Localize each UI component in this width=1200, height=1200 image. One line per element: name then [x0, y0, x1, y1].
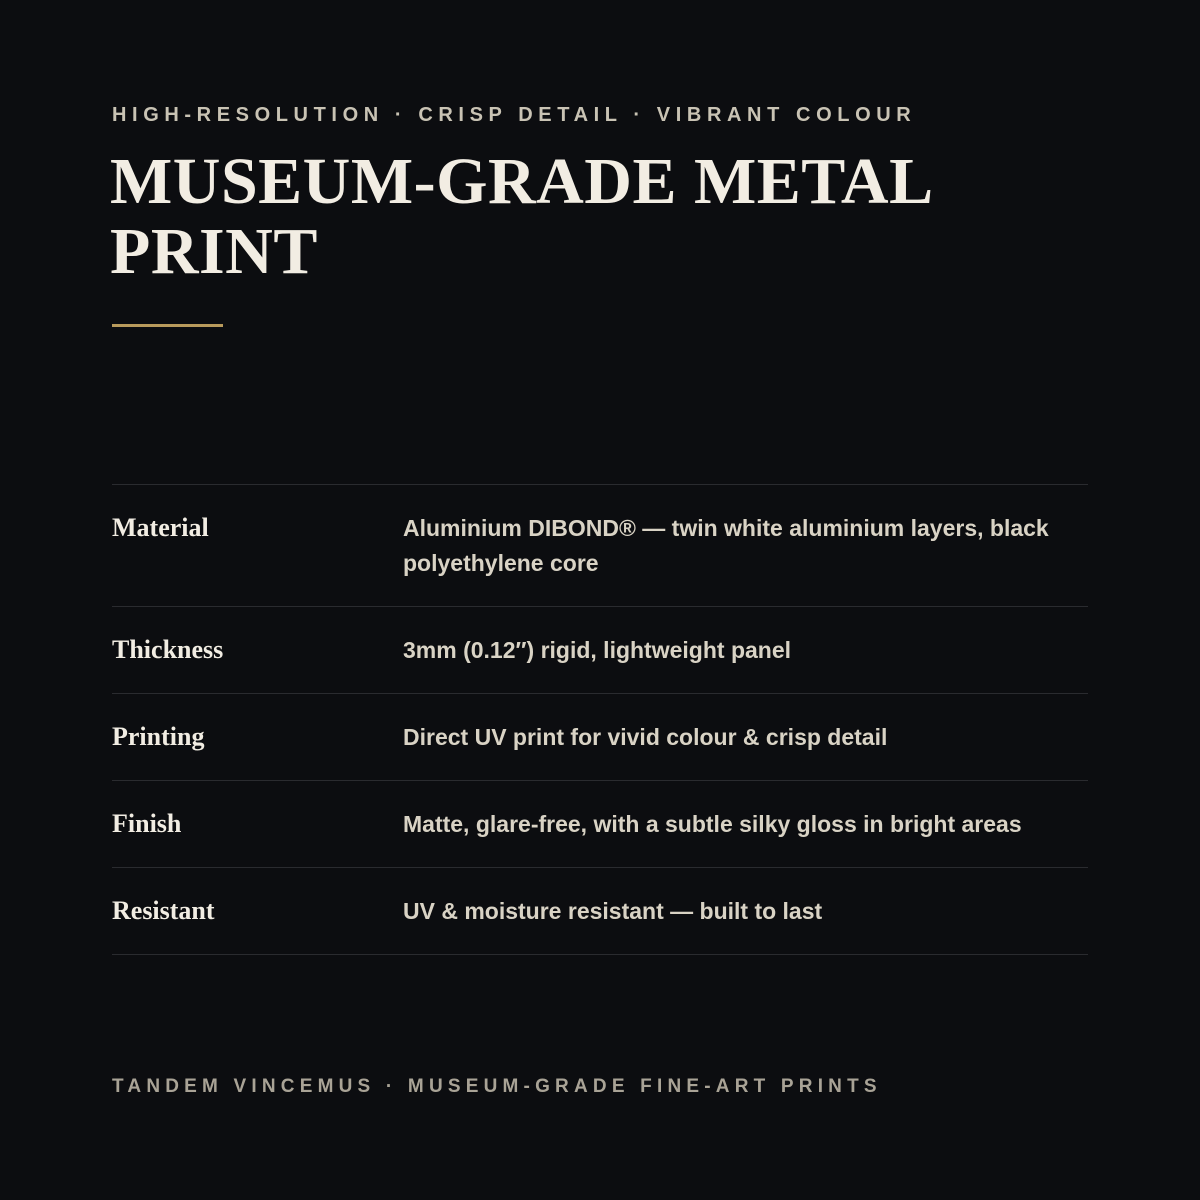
spec-value: Matte, glare-free, with a subtle silky gloss in bright areas [403, 811, 1022, 837]
page-title: MUSEUM-GRADE METAL PRINT [110, 145, 930, 288]
spec-table [112, 484, 1088, 955]
spec-value: UV & moisture resistant — built to last [403, 898, 823, 924]
spec-row-printing [112, 694, 1088, 781]
spec-label: Finish [112, 809, 182, 838]
footer-tagline: TANDEM VINCEMUS · MUSEUM-GRADE FINE-ART PRINTS [112, 1076, 882, 1097]
spec-label: Resistant [112, 896, 215, 925]
spec-value: Aluminium DIBOND® — twin white aluminium layers, black polyethylene core [403, 515, 1049, 576]
spec-row-material [112, 485, 1088, 607]
spec-row-finish [112, 781, 1088, 868]
spec-label: Material [112, 513, 209, 542]
accent-divider [112, 324, 223, 327]
spec-label: Thickness [112, 635, 224, 664]
eyebrow-tagline: HIGH-RESOLUTION · CRISP DETAIL · VIBRANT COLOUR [112, 104, 917, 126]
spec-label: Printing [112, 722, 205, 751]
spec-row-resistant [112, 868, 1088, 955]
spec-value: Direct UV print for vivid colour & crisp detail [403, 724, 888, 750]
spec-row-thickness [112, 607, 1088, 694]
spec-value: 3mm (0.12″) rigid, lightweight panel [403, 637, 792, 663]
